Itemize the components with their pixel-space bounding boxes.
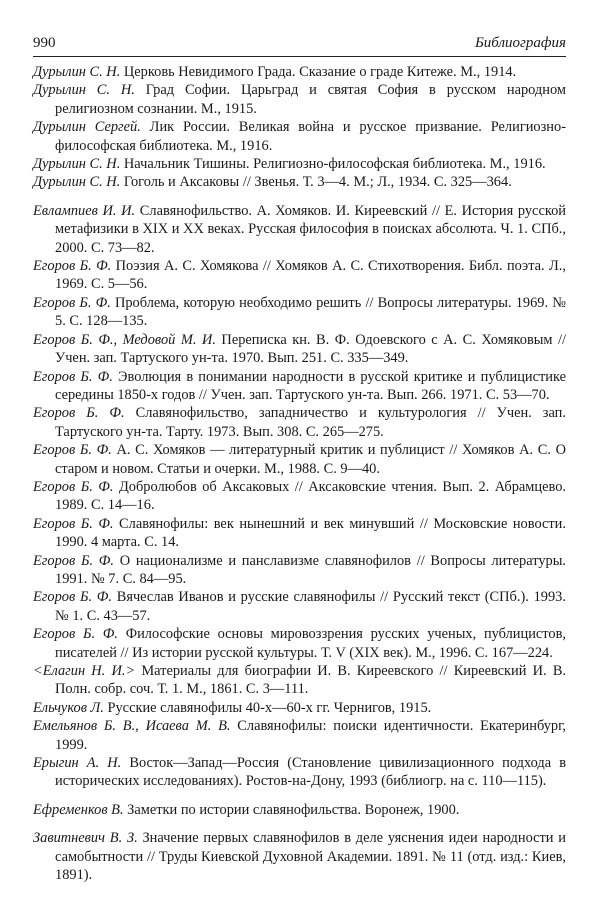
bibliography-entry — [33, 155, 566, 173]
entry-author: Завитневич В. З. — [33, 830, 138, 847]
page-header — [33, 33, 566, 57]
entry-author: Емельянов Б. В., Исаева М. В. — [33, 718, 231, 735]
section-gap — [33, 819, 566, 829]
entry-text: Славянофилы: поиски идентичности. Екатеринбург, 1999. — [55, 718, 566, 753]
bibliography-entry — [33, 717, 566, 754]
bibliography-entry — [33, 63, 566, 81]
bibliography-list — [33, 63, 566, 884]
entry-author: Егоров Б. Ф. — [33, 478, 114, 495]
entry-author: Егоров Б. Ф. — [33, 405, 125, 422]
entry-text: Философские основы мировоззрения русских ученых, публицистов, писателей // Из истории русской культуры. Т. V (XIX век). М., 1996. С. 167—224. — [55, 626, 566, 661]
entry-author: Дурылин С. Н. — [33, 174, 121, 191]
page-number: 990 — [33, 35, 56, 51]
entry-author: Дурылин С. Н. — [33, 82, 135, 99]
entry-text: О национализме и панславизме славянофилов // Вопросы литературы. 1991. № 7. С. 84—95. — [55, 552, 566, 587]
entry-author: Егоров Б. Ф., Медовой М. И. — [33, 331, 216, 348]
entry-author: Ерыгин А. Н. — [33, 755, 122, 772]
entry-author: Егоров Б. Ф. — [33, 589, 112, 606]
entry-text: Начальник Тишины. Религиозно-философская библиотека. М., 1916. — [120, 156, 546, 173]
bibliography-entry — [33, 81, 566, 118]
bibliography-entry — [33, 699, 566, 717]
entry-author: Ефременков В. — [33, 801, 124, 818]
bibliography-entry — [33, 754, 566, 791]
entry-text: Переписка кн. В. Ф. Одоевского с А. С. Хомяковым // Учен. зап. Тартуского ун-та. 1970. Вып. 251. С. 335—349. — [55, 331, 567, 367]
entry-text: Церковь Невидимого Града. Сказание о граде Китеже. М., 1914. — [120, 64, 517, 80]
entry-text: Гоголь и Аксаковы // Звенья. Т. 3—4. М.; Л., 1934. С. 325—364. — [120, 174, 512, 191]
entry-author: Ельчуков Л. — [33, 699, 104, 716]
running-title: Библиография — [474, 35, 566, 51]
entry-text: Добролюбов об Аксаковых // Аксаковские чтения. Вып. 2. Абрамцево. 1989. С. 14—16. — [55, 478, 566, 514]
bibliography-entry — [33, 404, 566, 441]
bibliography-entry — [33, 552, 566, 589]
entry-author: Дурылин С. Н. — [33, 64, 121, 80]
entry-text: Материалы для биографии И. В. Киреевского // Киреевский И. В. Полн. собр. соч. Т. 1. М., 1861. С. 3—111. — [55, 663, 567, 698]
section-gap — [33, 192, 566, 202]
entry-author: Дурылин Сергей. — [33, 119, 141, 136]
bibliography-entry — [33, 801, 566, 819]
bibliography-entry — [33, 441, 566, 478]
entry-author: Егоров Б. Ф. — [33, 626, 118, 643]
entry-author: <Елагин Н. И.> — [33, 663, 136, 679]
entry-author: Егоров Б. Ф. — [33, 442, 112, 459]
entry-author: Егоров Б. Ф. — [33, 552, 114, 569]
bibliography-entry — [33, 625, 566, 662]
header-rule — [33, 56, 566, 57]
entry-text: Вячеслав Иванов и русские славянофилы // Русский текст (СПб.). 1993. № 1. С. 43—57. — [55, 589, 566, 624]
entry-author: Егоров Б. Ф. — [33, 294, 111, 311]
bibliography-entry — [33, 829, 566, 884]
bibliography-entry — [33, 662, 566, 699]
entry-author: Егоров Б. Ф. — [33, 368, 113, 385]
bibliography-entry — [33, 173, 566, 191]
entry-text: Славянофилы: век нынешний и век минувший // Московские новости. 1990. 4 марта. С. 14. — [55, 515, 566, 551]
entry-text: Лик России. Великая война и русское призвание. Религиозно-философская библиотека. М., 1916. — [55, 119, 566, 154]
entry-author: Егоров Б. Ф. — [33, 258, 112, 275]
bibliography-entry — [33, 588, 566, 625]
bibliography-entry — [33, 257, 566, 294]
entry-text: Славянофильство, западничество и культурология // Учен. зап. Тартуского ун-та. Тарту. 1973. Вып. 308. С. 265—275. — [55, 405, 566, 440]
bibliography-entry — [33, 294, 566, 331]
entry-text: Заметки по истории славянофильства. Воронеж, 1900. — [123, 801, 460, 818]
entry-text: Проблема, которую необходимо решить // Вопросы литературы. 1969. № 5. С. 128—135. — [55, 294, 566, 330]
entry-text: Эволюция в понимании народности в русской критике и публицистике середины 1850-х годов // Учен. зап. Тартуского ун-та. Вып. 266. 1971. С. 53—70. — [55, 368, 566, 403]
entry-author: Евлампиев И. И. — [33, 202, 136, 219]
bibliography-entry — [33, 478, 566, 515]
entry-author: Дурылин С. Н. — [33, 156, 121, 173]
bibliography-entry — [33, 202, 566, 257]
entry-text: Значение первых славянофилов в деле уяснения идеи народности и самобытности // Труды Киевской Духовной Академии. 1891. № 11 (отд. изд.: Киев, 1891). — [55, 830, 567, 884]
entry-text: Поэзия А. С. Хомякова // Хомяков А. С. Стихотворения. Библ. поэта. Л., 1969. С. 5—56. — [55, 258, 566, 293]
bibliography-entry — [33, 118, 566, 155]
entry-text: Град Софии. Царьград и святая София в русском народном религиозном сознании. М., 1915. — [55, 82, 566, 117]
entry-text: Славянофильство. А. Хомяков. И. Киреевский // Е. История русской метафизики в XIX и XX веках. Русская философия в поисках абсолюта. Ч. 1. СПб., 2000. С. 73—82. — [55, 202, 566, 256]
bibliography-entry — [33, 515, 566, 552]
bibliography-entry — [33, 331, 566, 368]
entry-author: Егоров Б. Ф. — [33, 515, 114, 532]
bibliography-entry — [33, 368, 566, 405]
entry-text: Восток—Запад—Россия (Становление цивилизационного подхода в исторических исследованиях). Ростов-на-Дону, 1993 (библиогр. на с. 110—115). — [55, 755, 566, 790]
section-gap — [33, 791, 566, 801]
entry-text: А. С. Хомяков — литературный критик и публицист // Хомяков А. С. О старом и новом. Статьи и очерки. М., 1988. С. 9—40. — [55, 442, 566, 477]
entry-text: Русские славянофилы 40-х—60-х гг. Чернигов, 1915. — [103, 699, 432, 716]
